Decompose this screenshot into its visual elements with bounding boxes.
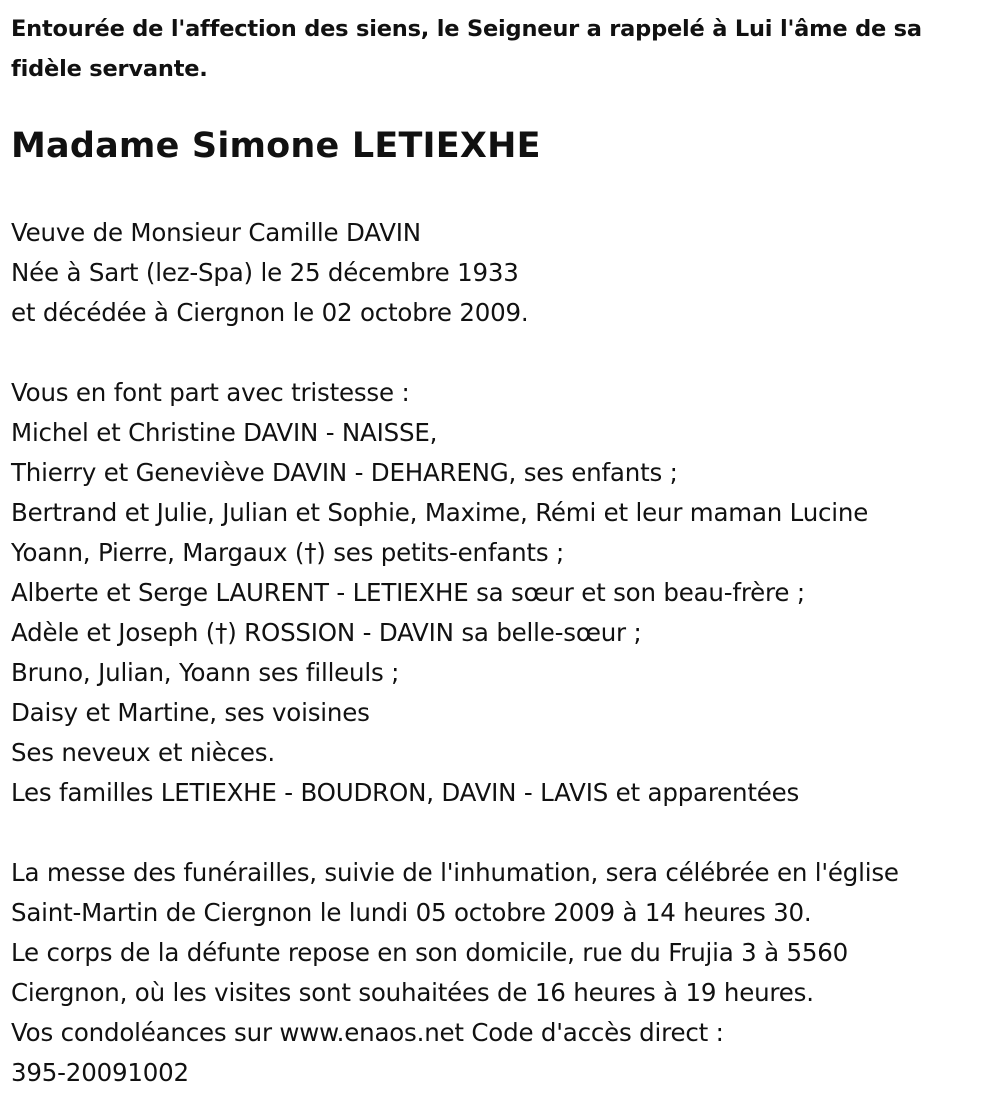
family-line: Bruno, Julian, Yoann ses filleuls ;: [11, 658, 400, 687]
family-line: Les familles LETIEXHE - BOUDRON, DAVIN - LAVIS et apparentées: [11, 778, 800, 807]
intro-text: Entourée de l'affection des siens, le Seigneur a rappelé à Lui l'âme de sa fidèle servante.: [11, 16, 922, 82]
family-line: Yoann, Pierre, Margaux (†) ses petits-enfants ;: [11, 538, 565, 567]
family-line: Vous en font part avec tristesse :: [11, 378, 410, 407]
details-line: et décédée à Ciergnon le 02 octobre 2009.: [11, 298, 529, 327]
details-line: Née à Sart (lez-Spa) le 25 décembre 1933: [11, 258, 519, 287]
ceremony-line: Saint-Martin de Ciergnon le lundi 05 octobre 2009 à 14 heures 30.: [11, 898, 812, 927]
ceremony-line: Le corps de la défunte repose en son domicile, rue du Frujia 3 à 5560: [11, 938, 849, 967]
ceremony-line: Vos condoléances sur www.enaos.net Code d'accès direct :: [11, 1018, 724, 1047]
ceremony-line: 395-20091002: [11, 1058, 189, 1087]
family-line: Michel et Christine DAVIN - NAISSE,: [11, 418, 438, 447]
family-line: Ses neveux et nièces.: [11, 738, 275, 767]
family-line: Thierry et Geneviève DAVIN - DEHARENG, ses enfants ;: [11, 458, 678, 487]
family-line: Adèle et Joseph (†) ROSSION - DAVIN sa belle-sœur ;: [11, 618, 642, 647]
ceremony-block: [11, 853, 899, 1093]
details-block: [11, 213, 529, 333]
ceremony-line: La messe des funérailles, suivie de l'inhumation, sera célébrée en l'église: [11, 858, 899, 887]
family-line: Bertrand et Julie, Julian et Sophie, Maxime, Rémi et leur maman Lucine: [11, 498, 869, 527]
ceremony-line: Ciergnon, où les visites sont souhaitées de 16 heures à 19 heures.: [11, 978, 814, 1007]
family-line: Daisy et Martine, ses voisines: [11, 698, 370, 727]
family-line: Alberte et Serge LAURENT - LETIEXHE sa sœur et son beau-frère ;: [11, 578, 805, 607]
family-block: [11, 373, 868, 813]
deceased-name: Madame Simone LETIEXHE: [11, 126, 541, 166]
details-line: Veuve de Monsieur Camille DAVIN: [11, 218, 421, 247]
